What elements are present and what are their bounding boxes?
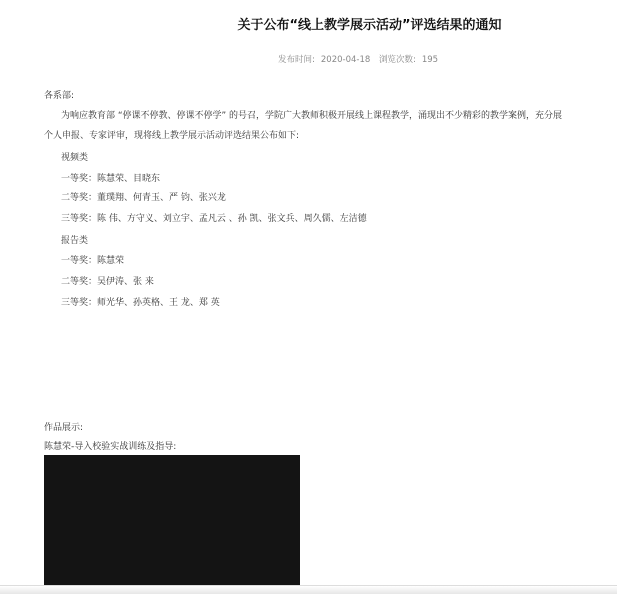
award-line: 一等奖：陈慧荣、目晓东 [61, 174, 161, 184]
award-line: 三等奖：陈 伟、方守义、刘立宇、孟凡云 、孙 凯、张文兵、周久儒、左洁德 [61, 214, 367, 224]
section-heading-report: 报告类 [61, 236, 89, 246]
award-line: 二等奖：吴伊涛、张 来 [61, 277, 154, 287]
showcase-label: 作品展示: [44, 423, 84, 433]
horizontal-scrollbar[interactable] [0, 585, 617, 594]
video-player[interactable] [44, 455, 300, 585]
article-meta [278, 53, 444, 65]
section-heading-video: 视频类 [61, 153, 89, 163]
publish-date-label: 发布时间: [278, 55, 315, 65]
intro-paragraph-line-2: 个人申报、专家评审，现将线上教学展示活动评选结果公布如下: [44, 131, 300, 141]
article-title-text: 关于公布“线上教学展示活动”评选结果的通知 [237, 18, 502, 33]
intro-paragraph-line-1: 为响应教育部 “停课不停教、停课不停学” 的号召，学院广大教师积极开展线上课程教学，涌现出不少精彩的教学案例，充分展 [61, 111, 563, 121]
views-label: 浏览次数: [378, 55, 416, 65]
article-title [0, 14, 617, 33]
views-count: 195 [421, 55, 439, 65]
award-line: 一等奖：陈慧荣 [61, 256, 125, 266]
award-line: 二等奖：董璞翔、何青玉、严 钧、张兴龙 [61, 193, 226, 203]
award-line: 三等奖：师光华、孙英格、王 龙、郑 英 [61, 298, 220, 308]
publish-date: 2020-04-18 [320, 55, 371, 65]
video-caption: 陈慧荣-导入校验实战训练及指导: [44, 442, 177, 452]
greeting: 各系部: [44, 91, 75, 101]
